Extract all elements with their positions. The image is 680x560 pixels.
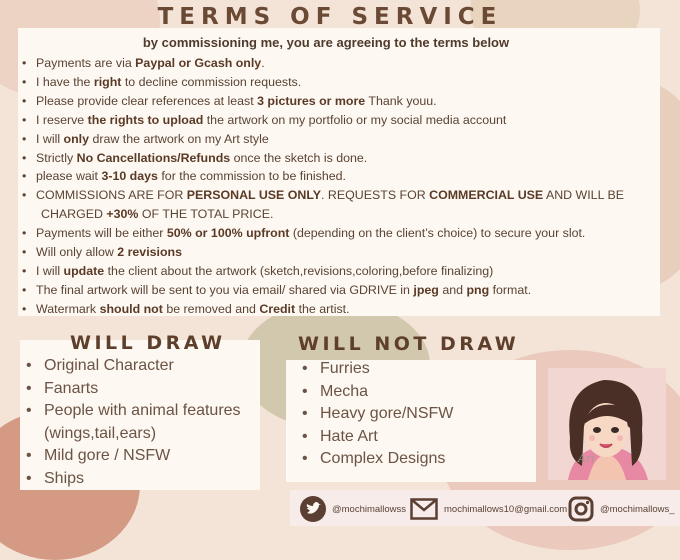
list-item: • Furries [300,358,536,381]
terms-item [22,281,662,300]
terms-text: draw the artwork on my Art style [89,131,269,146]
terms-text: the artwork on my portfolio or my social media account [203,112,507,127]
terms-emphasis: COMMERCIAL USE [429,188,544,203]
list-item: • Heavy gore/NSFW [300,403,536,426]
social-email[interactable] [410,492,567,526]
terms-text: AND WILL BE [543,188,624,203]
terms-item [22,92,662,111]
avatar-signature: Ari [578,452,595,465]
terms-text: the client about the artwork (sketch,revisions,coloring,before finalizing) [104,263,494,278]
terms-item [22,243,662,262]
list-item: • Ships [24,468,260,491]
terms-text: Watermark [36,301,100,316]
terms-emphasis: No Cancellations/Refunds [76,150,231,165]
terms-text: once the sketch is done. [230,150,368,165]
terms-text: to decline commission requests. [121,74,302,89]
terms-text: Will only allow [36,245,118,260]
mail-icon [410,498,438,520]
terms-text: Payments will be either [36,226,167,241]
list-item: • People with animal features (wings,tail,ears) [24,400,260,445]
list-item: • Mild gore / NSFW [24,445,260,468]
terms-item [22,262,662,281]
terms-text: The final artwork will be sent to you via email/ shared via GDRIVE in [36,282,414,297]
terms-text: for the commission to be finished. [157,169,346,184]
terms-emphasis: Paypal or Gcash only [135,56,262,70]
terms-text: COMMISSIONS ARE FOR [36,188,187,203]
list-item: • Hate Art [300,426,536,449]
terms-text: OF THE TOTAL PRICE. [138,207,274,222]
social-instagram[interactable] [568,492,675,526]
social-handle: @mochimallowss [332,503,407,515]
social-handle: @mochimallows_ [600,503,675,515]
terms-item [22,167,662,186]
list-item-continuation: (wings,tail,ears) [44,424,157,442]
terms-text: Please provide clear references at least [36,93,258,108]
social-twitter[interactable] [300,492,406,526]
terms-emphasis: 3-10 days [101,169,158,184]
terms-text: . REQUESTS FOR [321,188,430,203]
terms-text: I reserve [36,112,88,127]
terms-emphasis: 50% or 100% upfront [166,226,290,241]
social-handle: mochimallows10@gmail.com [444,503,568,515]
terms-text: CHARGED [41,207,107,222]
terms-emphasis: 3 pictures or more [257,93,366,108]
terms-emphasis: Credit [259,301,296,316]
list-item: • Fanarts [24,378,260,401]
terms-item [22,186,662,205]
avatar-illustration [548,368,666,480]
terms-text: Payments are via [36,56,136,70]
terms-text: . [261,56,265,70]
twitter-icon [300,496,326,522]
terms-emphasis: should not [99,301,163,316]
terms-text: be removed and [162,301,260,316]
terms-item [22,130,662,149]
will-not-draw-title: WILL NOT DRAW [298,333,520,355]
will-not-draw-list [300,358,536,471]
terms-item [22,224,662,243]
terms-item [22,300,662,319]
terms-item [22,111,662,130]
terms-text: I will [36,131,64,146]
terms-text: I have the [36,74,94,89]
terms-text: the artist. [295,301,350,316]
terms-emphasis: the rights to upload [87,112,204,127]
terms-item [22,73,662,92]
terms-emphasis: only [63,131,90,146]
terms-emphasis: PERSONAL USE ONLY [186,188,322,203]
terms-item [22,54,662,73]
terms-text: Thank youu. [365,93,437,108]
terms-text: Strictly [36,150,77,165]
terms-text: format. [489,282,532,297]
page-title: TERMS OF SERVICE [157,4,503,30]
terms-text: (depending on the client’s choice) to secure your slot. [289,226,586,241]
terms-emphasis: png [466,282,490,297]
instagram-icon [568,496,594,522]
terms-emphasis: update [63,263,105,278]
list-item: • Complex Designs [300,448,536,471]
list-item: • Original Character [24,355,260,378]
terms-item [22,205,662,224]
terms-text: please wait [36,169,102,184]
terms-emphasis: jpeg [413,282,439,297]
terms-text: I will [36,263,64,278]
terms-emphasis: right [93,74,122,89]
terms-text: and [438,282,467,297]
avatar [548,368,666,480]
terms-item [22,149,662,168]
will-draw-list [24,355,260,491]
list-item: • Mecha [300,381,536,404]
terms-list [22,54,662,319]
terms-emphasis: +30% [106,207,139,222]
page-subtitle: by commissioning me, you are agreeing to the terms below [142,35,510,50]
will-draw-title: WILL DRAW [70,332,226,354]
terms-emphasis: 2 revisions [117,245,182,260]
